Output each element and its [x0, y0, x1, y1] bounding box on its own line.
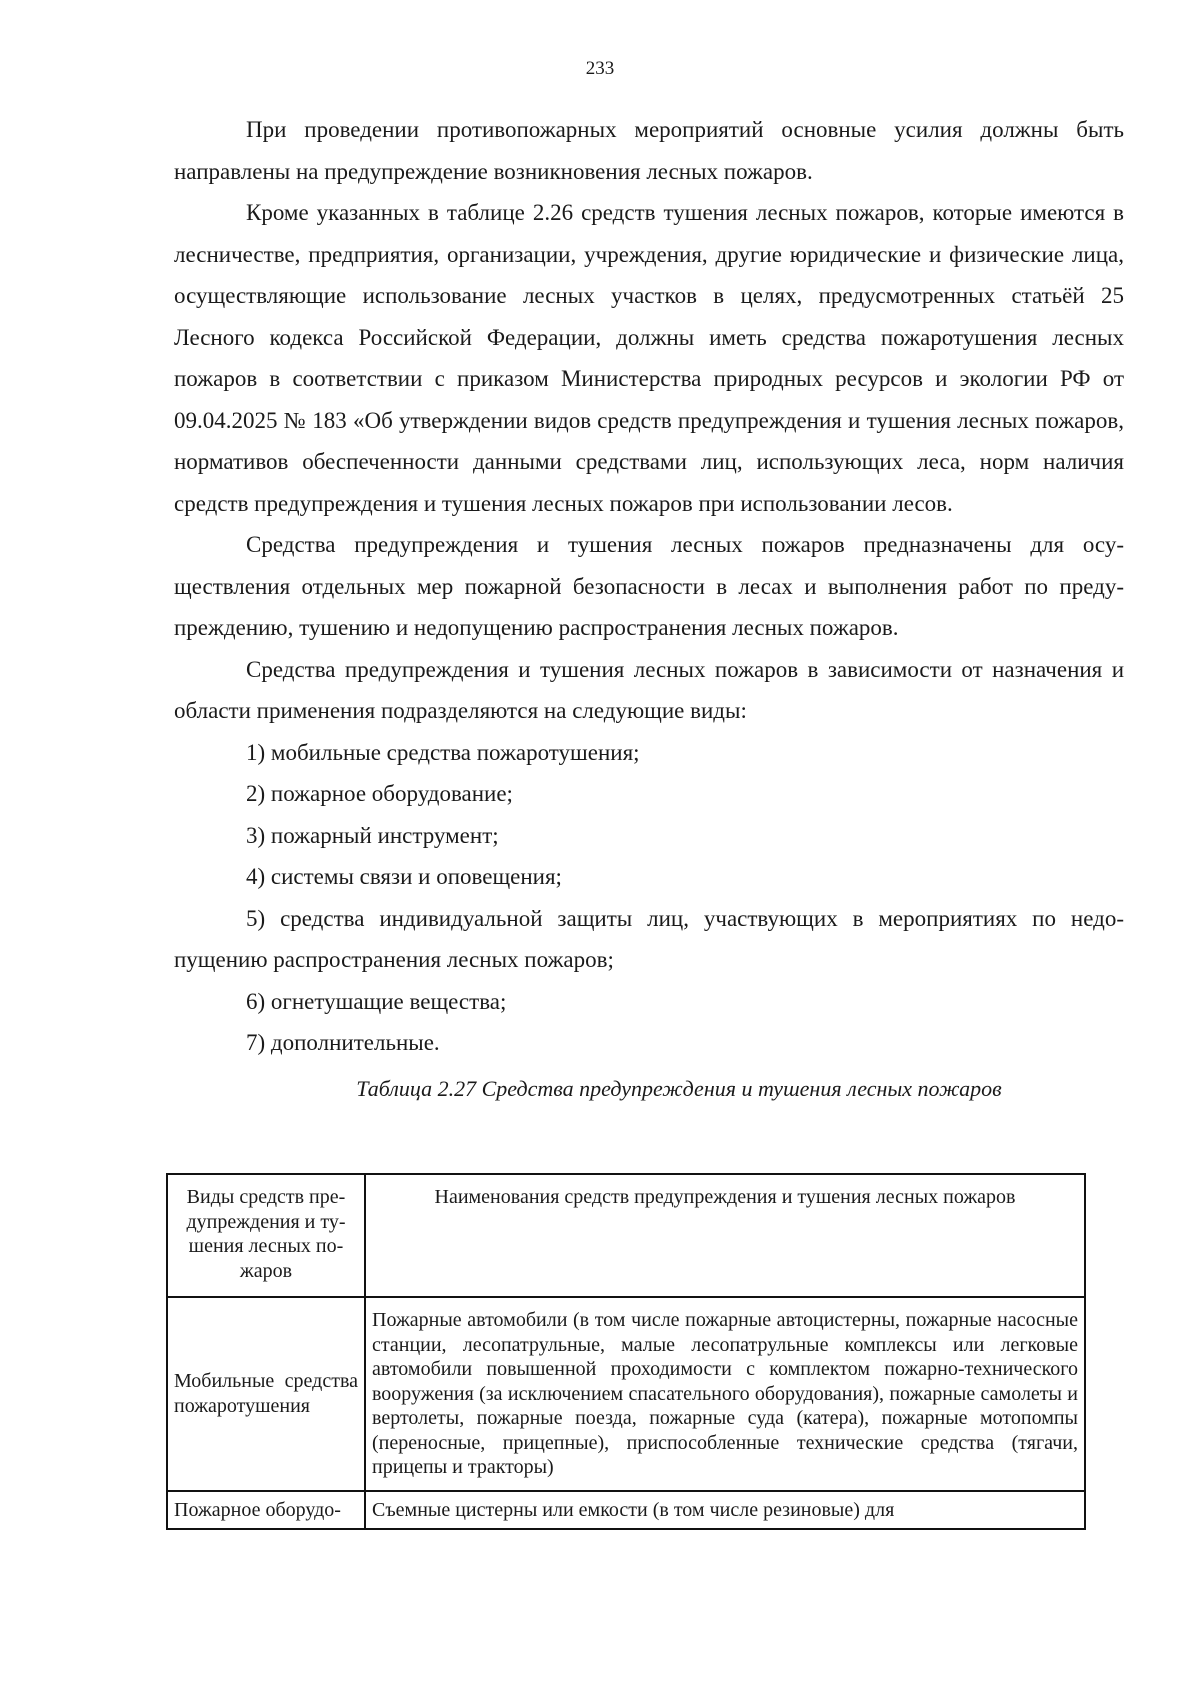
- list-item: 4) системы связи и оповещения;: [246, 864, 562, 889]
- body-text: [174, 109, 1124, 1108]
- table-header-cell: [167, 1174, 365, 1297]
- list-item: 5) средства индивидуальной защиты лиц, участвующих в мероприятиях по недопущению распространения лесных пожаров;: [174, 905, 1124, 972]
- list-item: 1) мобильные средства пожаротушения;: [246, 739, 640, 765]
- list-item: 3) пожарный инструмент;: [246, 822, 499, 848]
- table-header-cell: [365, 1174, 1085, 1297]
- page-number: 233: [585, 58, 615, 79]
- list-item: 6) огнетушащие вещества;: [246, 988, 507, 1014]
- table-cell-type: Мобильные средства пожаротушения: [167, 1297, 365, 1491]
- list-item: 2) пожарное оборудование;: [246, 781, 513, 806]
- paragraph: Средства предупреждения и тушения лесных пожаров в зависимости от назначения и области применения подразделяются на следующие виды:: [174, 656, 1124, 723]
- list-item: 7) дополнительные.: [246, 1030, 440, 1055]
- table-row: [167, 1297, 1085, 1491]
- table-cell-type: Пожарное оборудо-: [167, 1491, 365, 1530]
- paragraph: При проведении противопожарных мероприятий основные усилия должны быть направлены на предупреждение возникновения лесных пожаров.: [174, 117, 1124, 184]
- header-type-label: Виды средств предупреждения и тушения лесных пожаров: [186, 1186, 346, 1282]
- table-caption: Таблица 2.27 Средства предупреждения и тушения лесных пожаров: [356, 1075, 1002, 1101]
- paragraph: Средства предупреждения и тушения лесных пожаров предназначены для осуществления отдельных мер пожарной безопасности в лесах и выполнения работ по предупреждению, тушению и недопущению распространения лесных пожаров.: [174, 532, 1124, 640]
- table-cell-description: Съемные цистерны или емкости (в том числе резиновые) для: [365, 1491, 1085, 1530]
- header-name-label: Наименования средств предупреждения и тушения лесных пожаров: [434, 1186, 1016, 1208]
- fire-equipment-table: [166, 1173, 1086, 1530]
- table-row: [167, 1491, 1085, 1530]
- table-cell-description: Пожарные автомобили (в том числе пожарные автоцистерны, пожарные насосные станции, лесопатрульные, малые лесопатрульные комплексы или легковые автомобили повышенной проходимости с комплектом пожарно-технического вооружения (за исключением спасательного оборудования), пожарные самолеты и вертолеты, пожарные поезда, пожарные суда (катера), пожарные мотопомпы (переносные, прицепные), приспособленные технические средства (тягачи, прицепы и тракторы): [365, 1297, 1085, 1491]
- table-header-row: [167, 1174, 1085, 1297]
- paragraph: Кроме указанных в таблице 2.26 средств тушения лесных пожаров, которые имеются в лесничестве, предприятия, организации, учреждения, другие юридические и физические лица, осуществляющие использование лесных участков в целях, предусмотренных статьёй 25 Лесного кодекса Российской Федерации, должны иметь средства пожаротушения лесных пожаров в соответствии с приказом Министерства природных ресурсов и экологии РФ от 09.04.2025 № 183 «Об утверждении видов средств предупреждения и тушения лесных пожаров, нормативов обеспеченности данными средствами лиц, использующих леса, норм наличия средств предупреждения и тушения лесных пожаров при использовании лесов.: [174, 200, 1124, 516]
